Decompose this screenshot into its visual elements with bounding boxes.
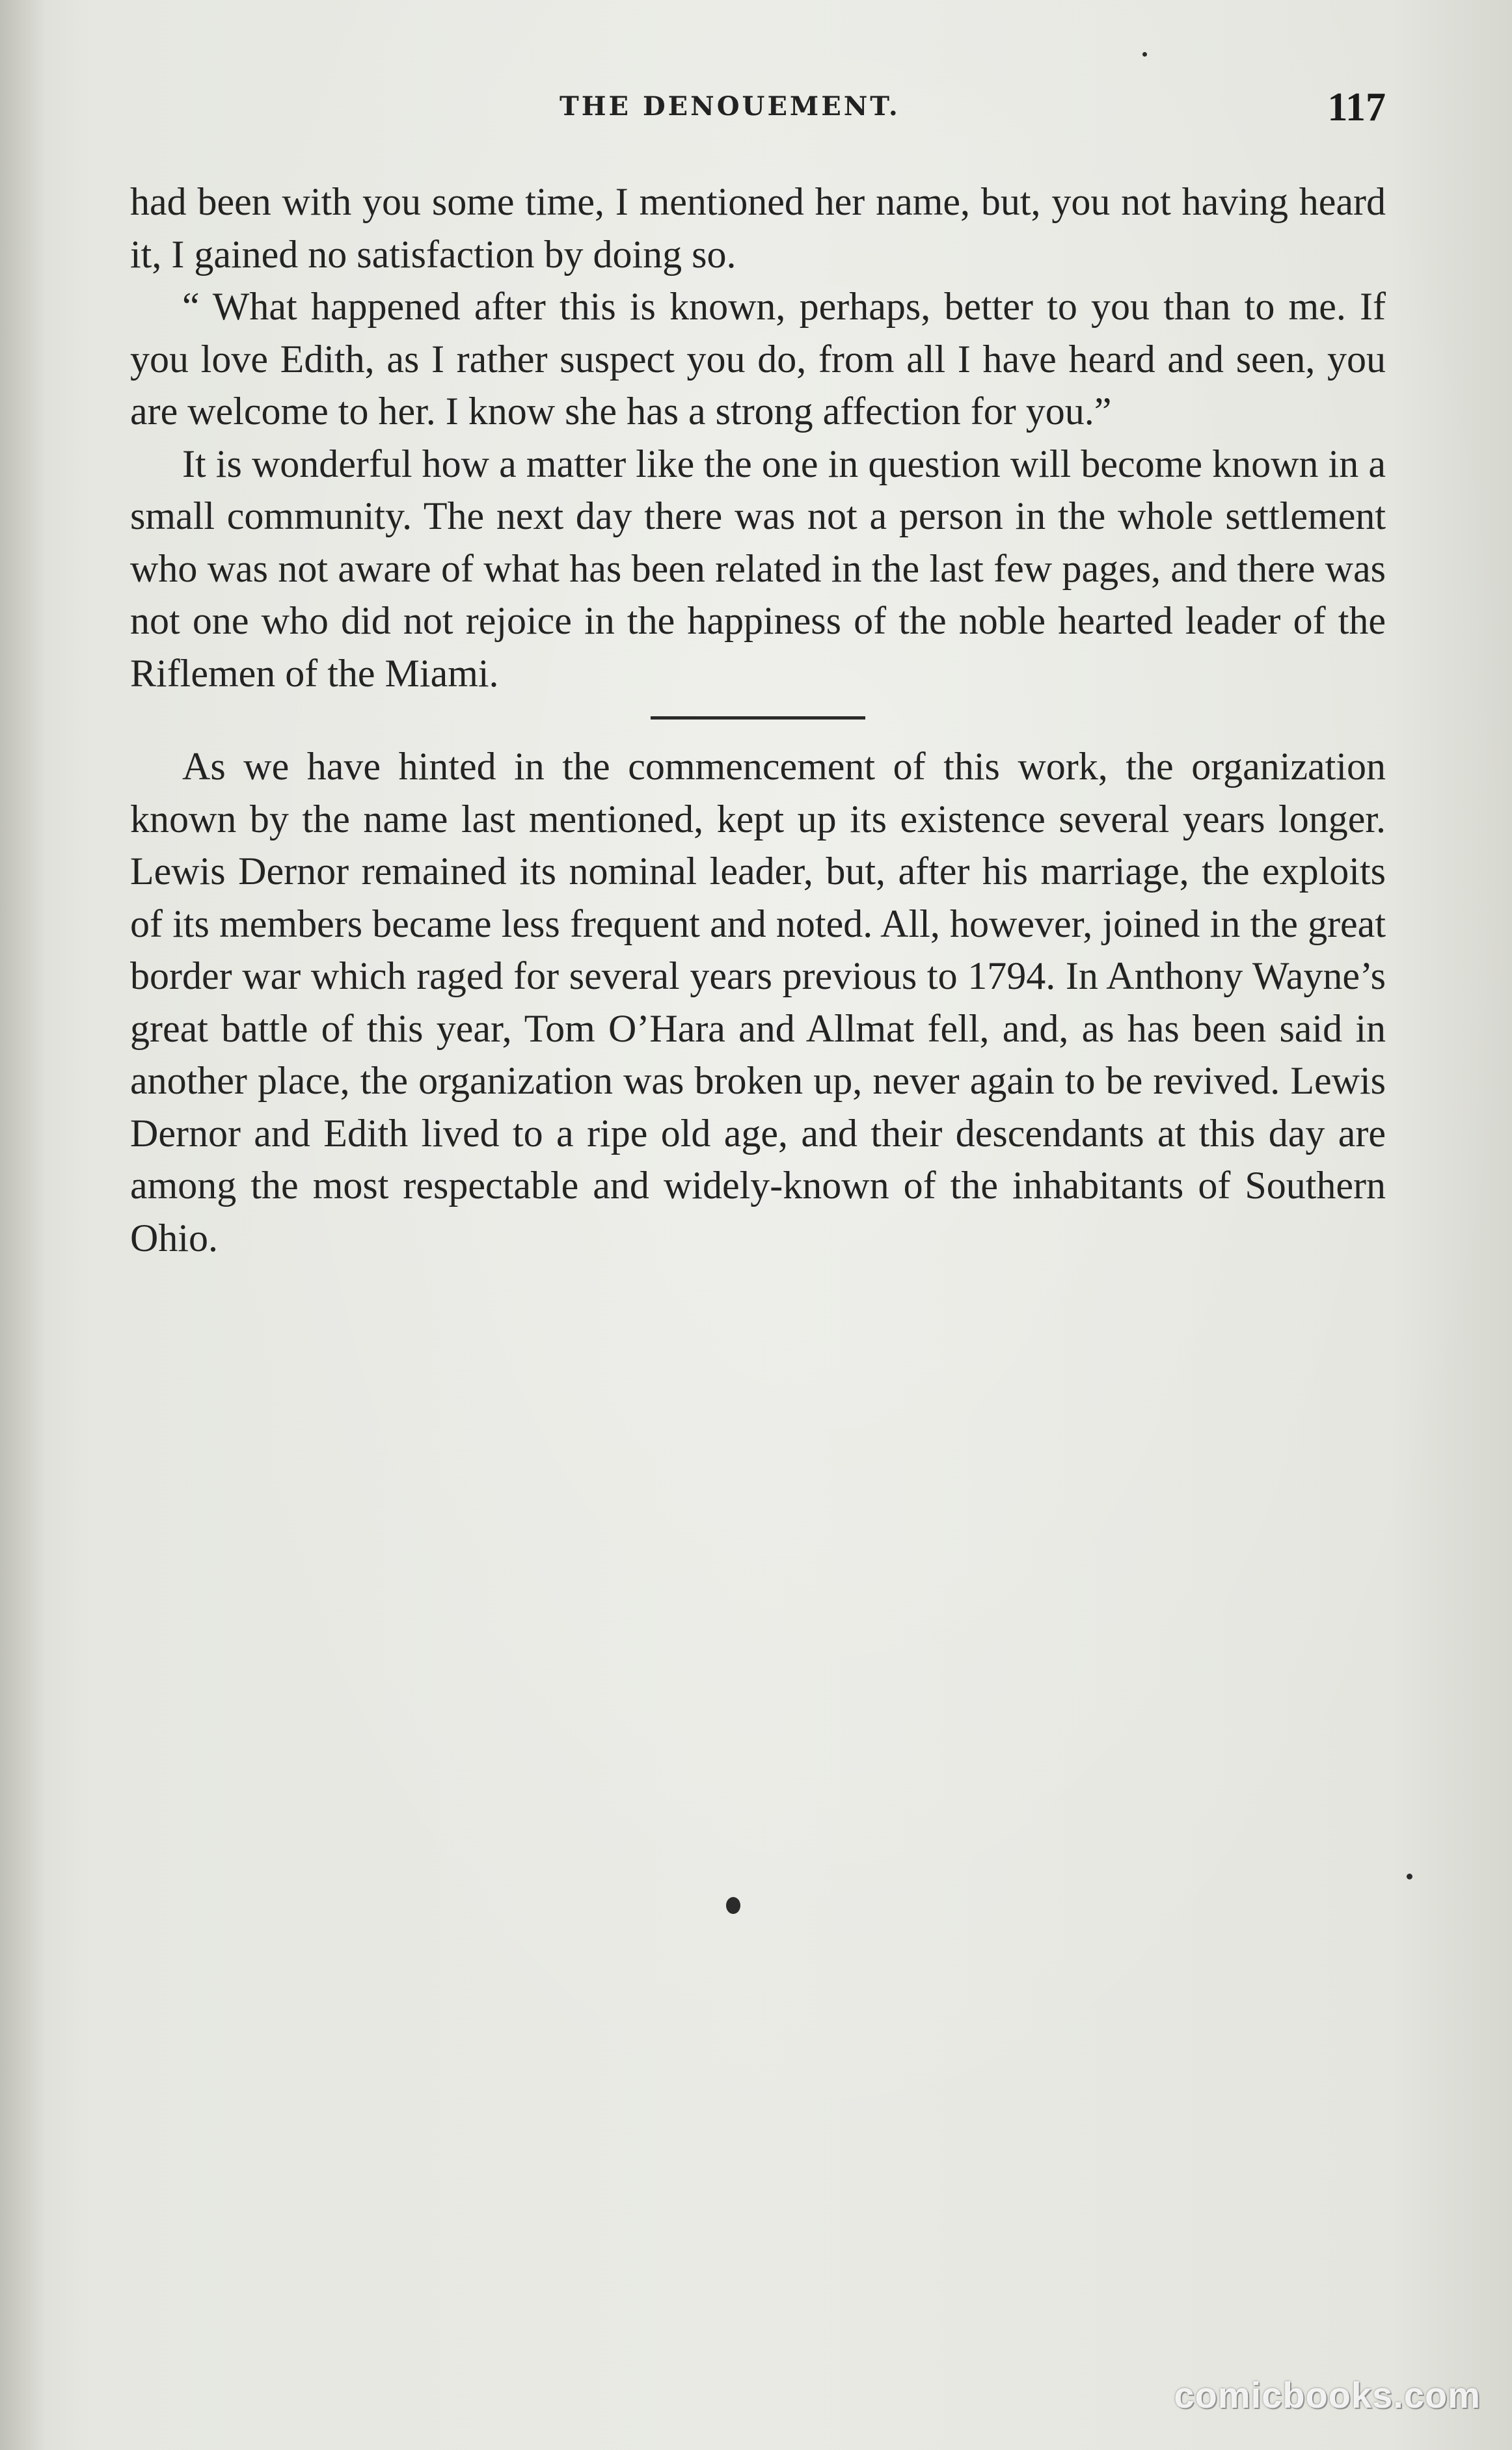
running-title: THE DENOUEMENT. [560, 91, 900, 122]
page-number: 117 [1327, 85, 1386, 129]
paragraph-quote: “ What happened after this is known, perhaps, better to you than to me. If you love Edith, as I rather suspect you do, from all I have heard and seen, you are welcome to her. I know she has a strong affection for you.” [130, 285, 1386, 433]
paragraph-community: It is wonderful how a matter like the one in question will become known in a small community. The next day there was not a person in the whole settlement who was not aware of what has been related in the last few pages, and there was not one who did not rejoice in the happiness of the noble hearted leader of the Riflemen of the Miami. [130, 442, 1386, 695]
ink-speck [726, 1897, 740, 1914]
watermark: comicbooks.com [1174, 2375, 1481, 2416]
page-left-edge-shadow [0, 0, 46, 2450]
section-divider [651, 716, 865, 720]
ink-speck-tiny [1142, 52, 1147, 57]
body-text [130, 176, 1386, 1264]
page-header [130, 85, 1386, 137]
paragraph-epilogue: As we have hinted in the commencement of this work, the organization known by the name last mentioned, kept up its existence several years longer. Lewis Dernor remained its nominal leader, but, after his marriage, the exploits of its members became less frequent and noted. All, however, joined in the great border war which raged for several years previous to 1794. In Anthony Wayne’s great battle of this year, Tom O’Hara and Allmat fell, and, as has been said in another place, the organization was broken up, never again to be revived. Lewis Dernor and Edith lived to a ripe old age, and their descendants at this day are among the most respectable and widely-known of the inhabitants of Southern Ohio. [130, 745, 1386, 1259]
ink-speck-small [1407, 1874, 1412, 1879]
paragraph-continued: had been with you some time, I mentioned her name, but, you not having heard it, I gained no satisfaction by doing so. [130, 180, 1386, 276]
